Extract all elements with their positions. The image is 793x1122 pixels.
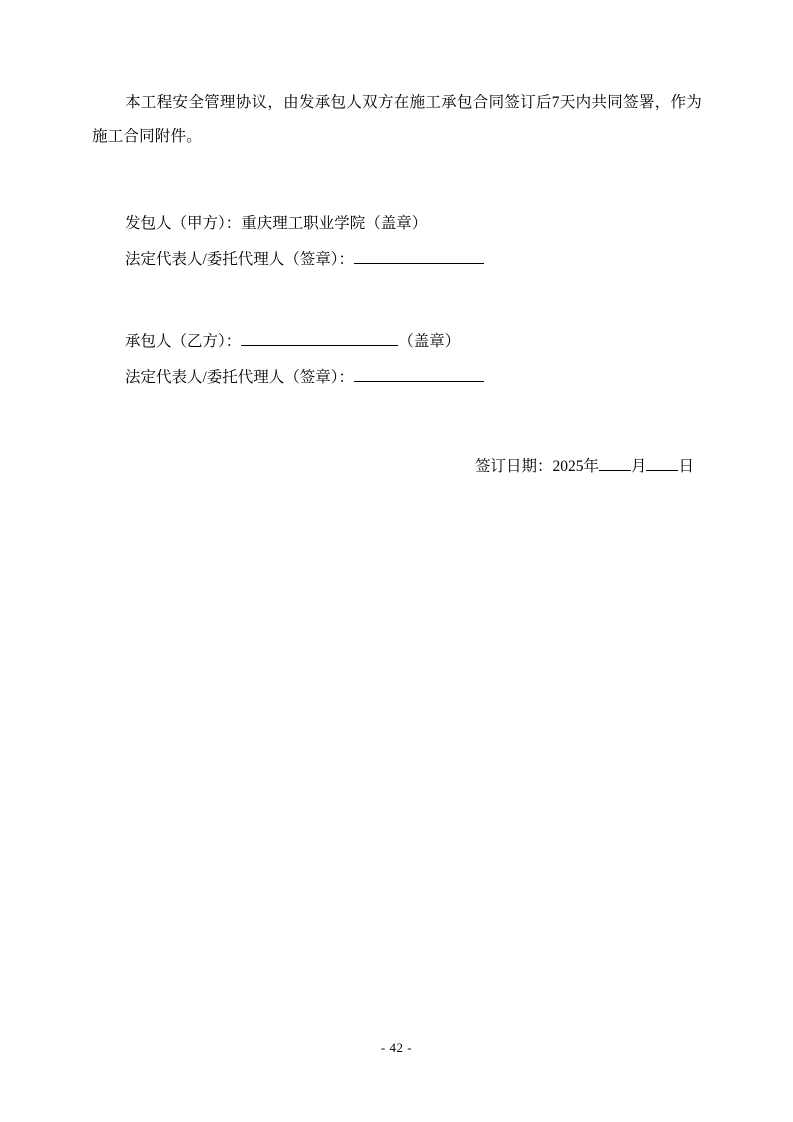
sign-date-month-blank[interactable]: [599, 457, 631, 471]
party-a-representative-line: [92, 242, 702, 278]
document-content: [92, 86, 702, 482]
party-b-representative-label: 法定代表人/委托代理人（签章）：: [125, 369, 355, 386]
party-b-representative-line: [92, 360, 702, 396]
party-b-line: [92, 324, 702, 360]
sign-date-line: [92, 452, 702, 482]
party-b-name-blank[interactable]: [241, 330, 398, 346]
intro-paragraph-text: 本工程安全管理协议，由发承包人双方在施工承包合同签订后7天内共同签署，作为施工合同附件。: [92, 94, 702, 145]
sign-date-month-unit: 月: [630, 458, 647, 475]
party-a-signature-block: [92, 206, 702, 278]
party-b-label-prefix: 承包人（乙方）：: [125, 333, 242, 350]
party-a-line: [92, 206, 702, 242]
sign-date-day-unit: 日: [678, 458, 694, 475]
party-a-representative-label: 法定代表人/委托代理人（签章）：: [125, 251, 355, 268]
party-a-label: 发包人（甲方）：重庆理工职业学院（盖章）: [125, 215, 428, 232]
party-b-label-suffix: （盖章）: [398, 333, 461, 350]
intro-paragraph: [92, 86, 702, 154]
party-b-signature-block: [92, 324, 702, 396]
party-a-representative-blank[interactable]: [354, 248, 484, 264]
sign-date-day-blank[interactable]: [646, 457, 678, 471]
sign-date-prefix: 签订日期：2025年: [474, 458, 599, 475]
party-b-representative-blank[interactable]: [354, 366, 484, 382]
page-number: - 42 -: [380, 1040, 413, 1055]
